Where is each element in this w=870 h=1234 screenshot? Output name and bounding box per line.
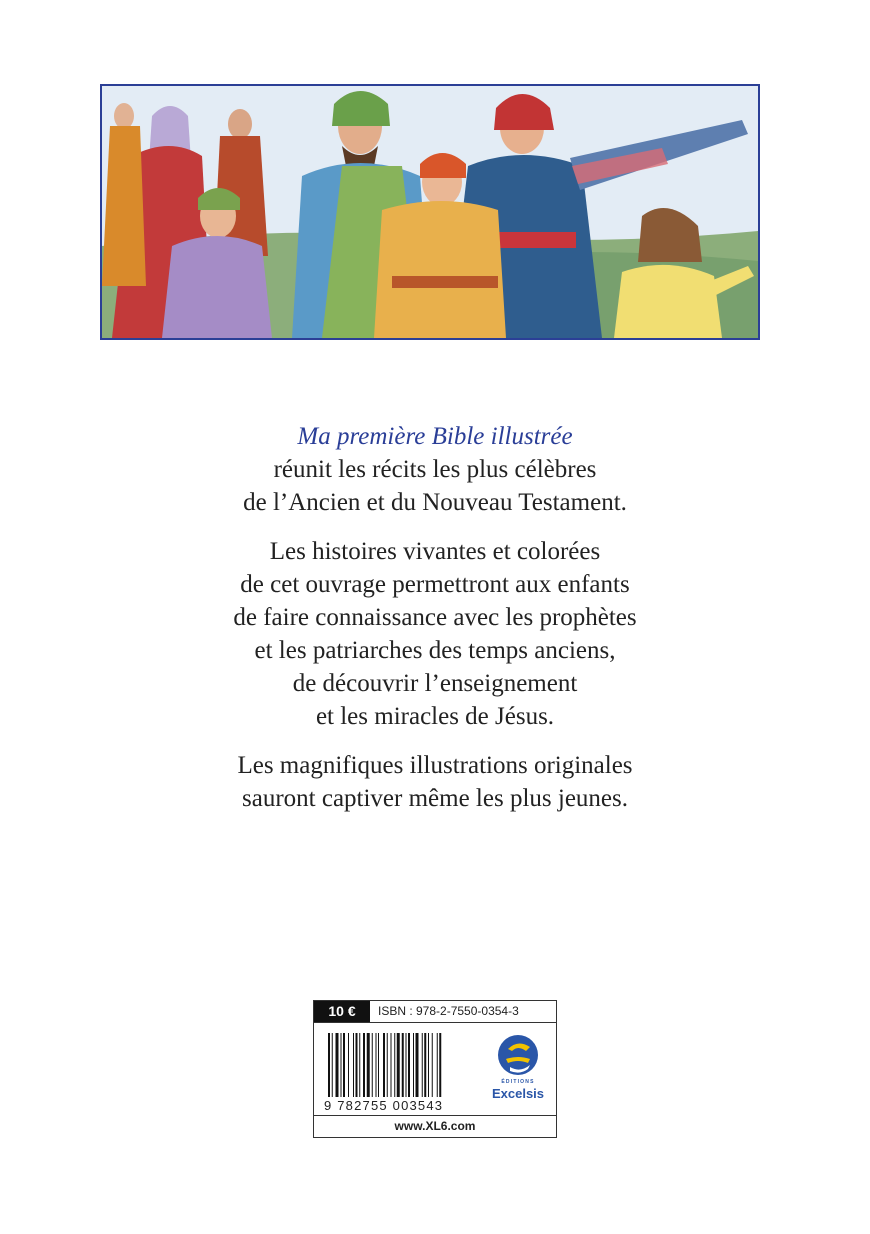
book-title: Ma première Bible illustrée: [297, 423, 573, 450]
barcode-icon: [328, 1033, 478, 1097]
barcode-box: [313, 1000, 557, 1138]
blurb-line: et les patriarches des temps anciens,: [254, 637, 616, 664]
blurb-line: de faire connaissance avec les prophètes: [233, 604, 637, 631]
isbn-label: ISBN : 978-2-7550-0354-3: [378, 1004, 519, 1018]
blurb-line: sauront captiver même les plus jeunes.: [242, 785, 628, 812]
website-label: www.XL6.com: [314, 1115, 556, 1137]
back-cover-blurb: [90, 420, 780, 831]
blurb-paragraph-2: [90, 535, 780, 733]
publisher-caption: ÉDITIONS: [501, 1079, 535, 1085]
blurb-line: de l’Ancien et du Nouveau Testament.: [243, 489, 627, 516]
blurb-paragraph-1: [90, 420, 780, 519]
blurb-line: de découvrir l’enseignement: [292, 670, 578, 697]
cover-illustration: [100, 84, 760, 340]
price-badge: 10 €: [314, 1001, 370, 1022]
blurb-line: et les miracles de Jésus.: [315, 703, 555, 730]
barcode-digits: 9 782755 003543: [324, 1098, 444, 1113]
excelsis-logo-icon: [486, 1031, 550, 1079]
publisher-name: Excelsis: [491, 1086, 545, 1101]
blurb-line: Les magnifiques illustrations originales: [237, 752, 633, 779]
blurb-line: réunit les récits les plus célèbres: [273, 456, 597, 483]
publisher-logo: [486, 1031, 550, 1111]
watercolor-crowd-illustration-icon: [102, 86, 758, 338]
blurb-line: de cet ouvrage permettront aux enfants: [240, 571, 630, 598]
price-isbn-row: [314, 1001, 556, 1023]
blurb-paragraph-3: [90, 749, 780, 815]
blurb-line: Les histoires vivantes et colorées: [269, 538, 601, 565]
